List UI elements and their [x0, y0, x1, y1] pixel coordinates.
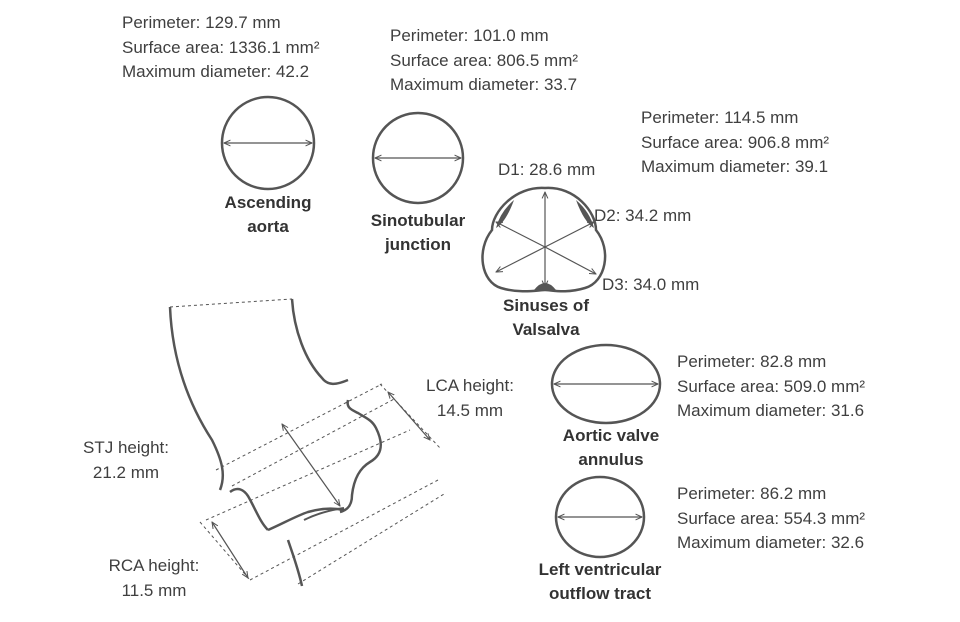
max-diameter-text: Maximum diameter: 32.6: [677, 533, 865, 552]
perimeter-text: Perimeter: 86.2 mm: [677, 484, 827, 503]
ascending-aorta-measurements: [122, 11, 319, 85]
d2-label: D2: 34.2 mm: [594, 206, 692, 225]
surface-area-text: Surface area: 806.5 mm²: [390, 50, 579, 70]
lvot-label: Left ventricular outflow tract: [538, 560, 662, 603]
perimeter-text: Perimeter: 129.7 mm: [122, 13, 281, 32]
aortic-root-longitudinal-view: [170, 299, 444, 586]
max-diameter-text: Maximum diameter: 39.1: [641, 157, 829, 176]
sinotubular-junction-measurements: [390, 24, 578, 98]
aortic-valve-annulus-measurements: [677, 350, 865, 424]
sinuses-of-valsalva-measurements: [641, 106, 829, 180]
surface-area-text: Surface area: 906.8 mm²: [641, 132, 830, 152]
perimeter-text: Perimeter: 101.0 mm: [390, 26, 549, 45]
ascending-aorta-label: Ascending aorta: [224, 193, 312, 236]
d1-label: D1: 28.6 mm: [498, 160, 596, 179]
aortic-valve-annulus-label: Aortic valve annulus: [562, 426, 660, 469]
ascending-aorta-cross-section: [222, 97, 314, 189]
stj-height-label: STJ height: 21.2 mm: [83, 438, 169, 482]
perimeter-text: Perimeter: 82.8 mm: [677, 352, 827, 371]
sinuses-of-valsalva-label: Sinuses of Valsalva: [503, 296, 589, 339]
lvot-measurements: [677, 482, 865, 556]
max-diameter-text: Maximum diameter: 31.6: [677, 401, 865, 420]
sinotubular-junction-cross-section: [373, 113, 463, 203]
rca-height-label: RCA height: 11.5 mm: [108, 556, 200, 600]
surface-area-text: Surface area: 554.3 mm²: [677, 508, 866, 528]
surface-area-text: Surface area: 1336.1 mm²: [122, 37, 320, 57]
max-diameter-text: Maximum diameter: 42.2: [122, 62, 310, 81]
sinuses-of-valsalva-cross-section: [482, 188, 605, 291]
aortic-valve-annulus-cross-section: [552, 345, 660, 423]
perimeter-text: Perimeter: 114.5 mm: [641, 108, 799, 127]
surface-area-text: Surface area: 509.0 mm²: [677, 376, 866, 396]
sinotubular-junction-label: Sinotubular junction: [370, 211, 466, 254]
d3-label: D3: 34.0 mm: [602, 275, 700, 294]
max-diameter-text: Maximum diameter: 33.7: [390, 75, 578, 94]
lca-height-label: LCA height: 14.5 mm: [426, 376, 514, 420]
lvot-cross-section: [556, 477, 644, 557]
